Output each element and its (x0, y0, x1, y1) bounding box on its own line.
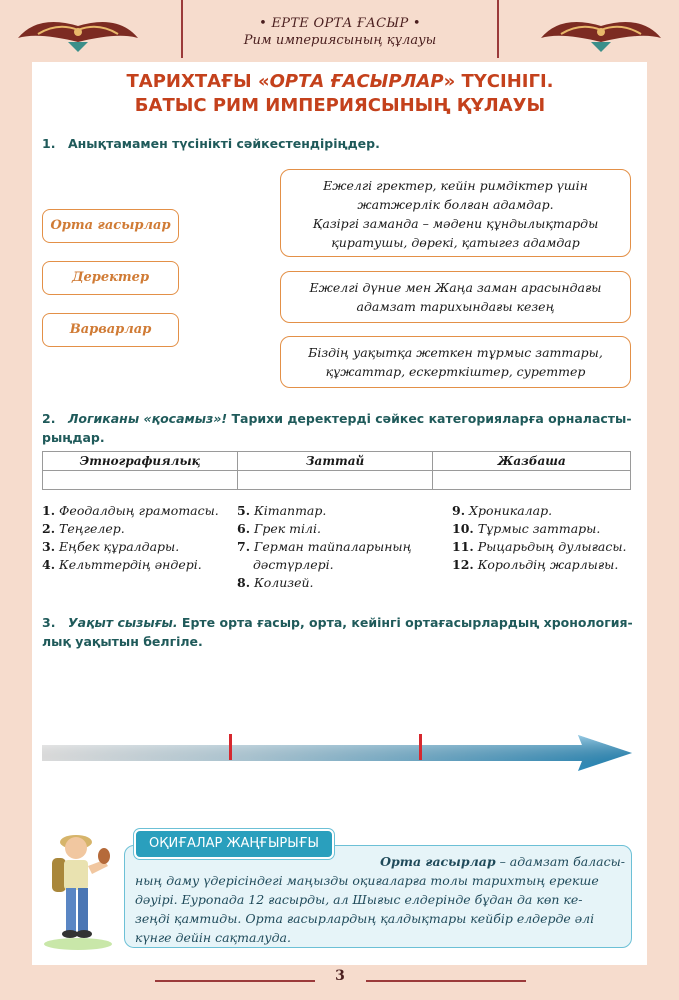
list-item: 9. Хроникалар. (452, 503, 553, 518)
list-item: 6. Грек тілі. (237, 521, 321, 536)
list-item: 2. Теңгелер. (42, 521, 125, 536)
events-tag: ОҚИҒАЛАР ЖАҢҒЫРЫҒЫ (134, 829, 334, 859)
column-header-written: Жазбаша (433, 452, 631, 471)
list-item: 8. Колизей. (237, 575, 314, 590)
answer-cell-ethnographic[interactable] (43, 471, 238, 490)
header-right-line (497, 0, 499, 58)
boy-with-backpack-icon (38, 822, 118, 950)
answer-cell-written[interactable] (433, 471, 631, 490)
column-header-material: Заттай (237, 452, 433, 471)
term-box-barbarians[interactable]: Варварлар (42, 313, 179, 347)
list-item: 12. Корольдің жарлығы. (452, 557, 619, 572)
ornament-right-icon (531, 8, 671, 54)
list-item: 3. Еңбек құралдары. (42, 539, 180, 554)
list-item: 4. Кельттердің әндері. (42, 557, 202, 572)
items-column-1 (42, 502, 219, 574)
list-item: дәстүрлері. (253, 557, 334, 572)
list-item: 1. Феодалдың грамотасы. (42, 503, 219, 518)
ornament-left-icon (8, 8, 148, 54)
timeline-marker-2 (419, 734, 422, 760)
answer-cell-material[interactable] (237, 471, 433, 490)
running-header (190, 16, 490, 48)
term-box-middle-ages[interactable]: Орта ғасырлар (42, 209, 179, 243)
items-column-2 (237, 502, 412, 592)
page-title: ТАРИХТАҒЫ «ОРТА ҒАСЫРЛАР» ТҮСІНІГІ. БАТЫС РИМ ИМПЕРИЯСЫНЫҢ ҚҰЛАУЫ (126, 71, 554, 116)
header-subtitle: Рим империясының құлауы (243, 33, 437, 48)
definition-box-3[interactable]: Біздің уақытқа жеткен тұрмыс заттары, құжаттар, ескерткіштер, суреттер (280, 336, 631, 388)
definition-box-1[interactable]: Ежелгі гректер, кейін римдіктер үшін жатжерлік болған адамдар. Қазіргі заманда – мәдени құндылықтарды қиратушы, дөрекі, қатыгез адамдар (280, 169, 631, 257)
task-3-heading: 3. Уақыт сызығы. Ерте орта ғасыр, орта, кейінгі ортағасырлардың хронология- лық уақытын белгіле. (42, 615, 633, 649)
items-column-3 (452, 502, 627, 574)
footer-line-right (366, 980, 526, 982)
list-item: 11. Рыцарьдың дулығасы. (452, 539, 627, 554)
footer-line-left (155, 980, 315, 982)
timeline-marker-1 (229, 734, 232, 760)
task-1-heading: 1. Анықтамамен түсінікті сәйкестендіріңдер. (42, 136, 380, 151)
events-text: Орта ғасырлар – адамзат баласы- ның даму үдерісіндегі маңызды оқиғаларға толы тарихтың ерекше дәуірі. Еуропада 12 ғасырды, ал Шығыс елдерінде бұдан да көп ке- зеңді қамтиды. Орта ғасырлардың қалдықтары кейбір елдерде әлі күнге дейін сақталуда. (135, 854, 625, 945)
header-left-line (181, 0, 183, 58)
page-number: 3 (335, 968, 345, 984)
column-header-ethnographic: Этнографиялық (43, 452, 238, 471)
list-item: 7. Герман тайпаларының (237, 539, 412, 554)
term-box-sources[interactable]: Деректер (42, 261, 179, 295)
list-item: 5. Кітаптар. (237, 503, 327, 518)
list-item: 10. Тұрмыс заттары. (452, 521, 601, 536)
definition-box-2[interactable]: Ежелгі дүние мен Жаңа заман арасындағы адамзат тарихындағы кезең (280, 271, 631, 323)
header-section: • ЕРТЕ ОРТА ҒАСЫР • (259, 16, 421, 31)
task-2-heading: 2. Логиканы «қосамыз»! Тарихи деректерді сәйкес категорияларға орналасты- рыңдар. (42, 411, 632, 445)
categories-table (42, 451, 631, 490)
timeline-arrow[interactable] (42, 730, 634, 776)
